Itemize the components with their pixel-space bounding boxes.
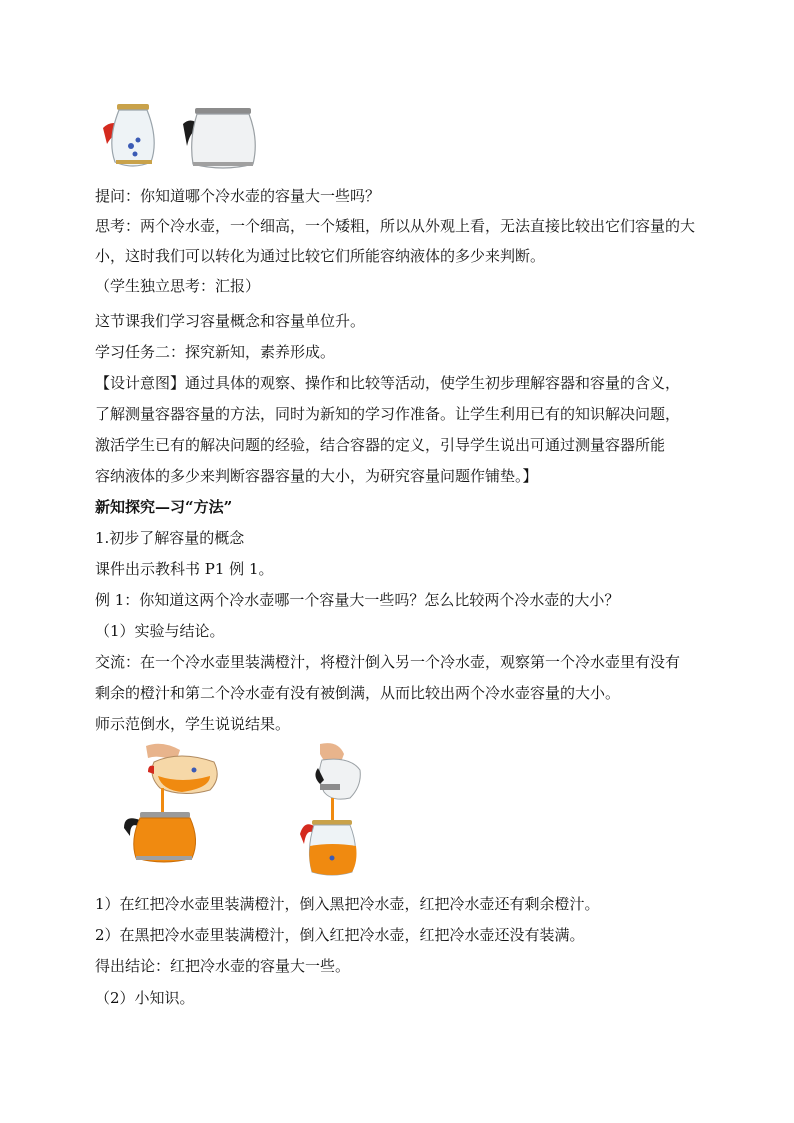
step-one-line: 1）在红把冷水壶里装满橙汁，倒入黑把冷水壶，红把冷水壶还有剩余橙汁。	[95, 895, 600, 913]
student-think-line: （学生独立思考：汇报）	[95, 277, 261, 295]
black-handle-kettle-icon	[124, 812, 196, 862]
red-handle-kettle-icon	[300, 820, 357, 875]
black-handle-kettle-pouring-icon	[315, 759, 360, 799]
example-line: 例 1：你知道这两个冷水壶哪一个容量大一些吗？怎么比较两个冷水壶的大小？	[95, 591, 620, 609]
red-handle-kettle-icon	[103, 104, 154, 166]
black-handle-kettle-icon	[183, 108, 255, 168]
courseware-line: 课件出示教科书 P1 例 1。	[95, 560, 274, 578]
thinking-line-2: 小，这时我们可以转化为通过比较它们所能容纳液体的多少来判断。	[95, 247, 546, 265]
small-knowledge-heading: （2）小知识。	[95, 989, 195, 1007]
pour-into-red-kettle-figure	[298, 740, 370, 880]
question-line: 提问：你知道哪个冷水壶的容量大一些吗？	[95, 187, 381, 205]
subheading-capacity: 1.初步了解容量的概念	[95, 529, 245, 547]
thinking-line-1: 思考：两个冷水壶，一个细高，一个矮粗，所以从外观上看，无法直接比较出它们容量的大	[95, 217, 696, 235]
red-handle-kettle-pouring-icon	[148, 756, 217, 794]
step-two-line: 2）在黑把冷水壶里装满橙汁，倒入红把冷水壶，红把冷水壶还没有装满。	[95, 926, 585, 944]
task-two-line: 学习任务二：探究新知，素养形成。	[95, 343, 336, 361]
section-heading: 新知探究—习“方法”	[95, 498, 233, 516]
two-kettles-figure	[95, 100, 260, 172]
demo-line: 师示范倒水，学生说说结果。	[95, 715, 291, 733]
design-intent-line-2: 了解测量容器容量的方法，同时为新知的学习作准备。让学生利用已有的知识解决问题，	[95, 405, 681, 423]
juice-stream-icon	[161, 788, 164, 814]
exchange-line-1: 交流：在一个冷水壶里装满橙汁，将橙汁倒入另一个冷水壶，观察第一个冷水壶里有没有	[95, 653, 681, 671]
juice-stream-icon	[331, 798, 334, 822]
design-intent-line-4: 容纳液体的多少来判断容器容量的大小，为研究容量问题作铺垫。】	[95, 467, 538, 485]
lesson-intro-line: 这节课我们学习容量概念和容量单位升。	[95, 312, 366, 330]
pour-into-black-kettle-figure	[118, 740, 233, 868]
design-intent-line-3: 激活学生已有的解决问题的经验，结合容器的定义，引导学生说出可通过测量容器所能	[95, 436, 666, 454]
experiment-heading: （1）实验与结论。	[95, 622, 225, 640]
conclusion-line: 得出结论：红把冷水壶的容量大一些。	[95, 957, 351, 975]
design-intent-line-1: 【设计意图】通过具体的观察、操作和比较等活动，使学生初步理解容器和容量的含义，	[95, 374, 681, 392]
exchange-line-2: 剩余的橙汁和第二个冷水壶有没有被倒满，从而比较出两个冷水壶容量的大小。	[95, 684, 621, 702]
